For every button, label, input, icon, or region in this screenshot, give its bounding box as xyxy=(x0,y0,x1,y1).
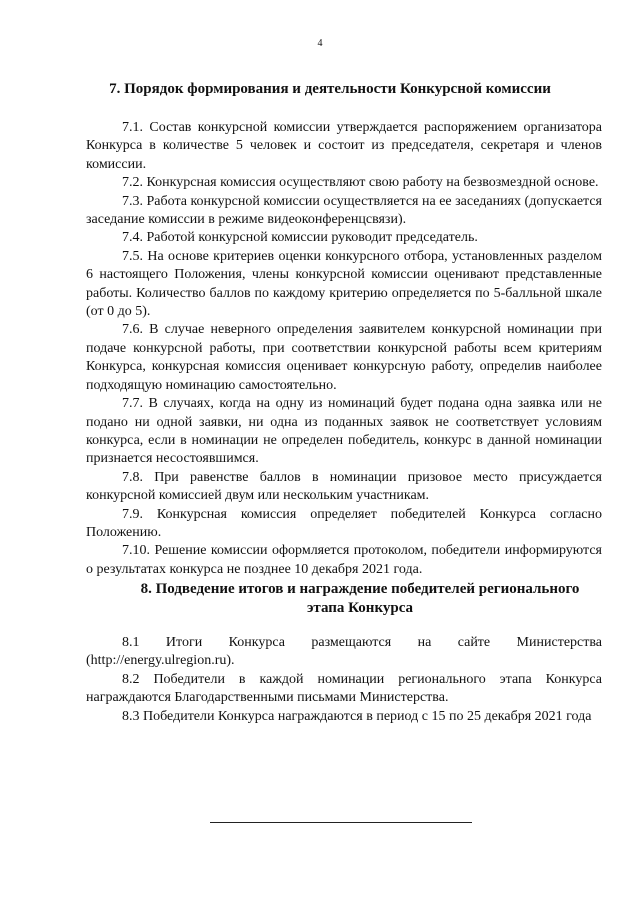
paragraph-7-7: 7.7. В случаях, когда на одну из номинаций будет подана одна заявка или не подано ни одной заявки, ни одна из поданных заявок не соответствует условиям конкурса, если в номинации не определен победитель, конкурс в данной номинации признается несостоявшимся. xyxy=(86,396,602,467)
paragraph-8-3: 8.3 Победители Конкурса награждаются в период с 15 по 25 декабря 2021 года xyxy=(122,708,592,724)
paragraph-7-4: 7.4. Работой конкурсной комиссии руководит председатель. xyxy=(122,230,478,246)
paragraph-7-8: 7.8. При равенстве баллов в номинации призовое место присуждается конкурсной комиссией двум или нескольким участникам. xyxy=(86,469,602,504)
paragraph-7-2: 7.2. Конкурсная комиссия осуществляют свою работу на безвозмездной основе. xyxy=(122,175,599,191)
section-8-title: 8. Подведение итогов и награждение победителей регионального этапа Конкурса xyxy=(140,581,580,616)
paragraph-7-5: 7.5. На основе критериев оценки конкурсного отбора, установленных разделом 6 настоящего Положения, члены конкурсной комиссии оценивают представленные работы. Количество баллов по каждому критерию определяется по 5-балльной шкале (от 0 до 5). xyxy=(86,248,602,320)
section-8-body xyxy=(86,634,602,726)
paragraph-7-10: 7.10. Решение комиссии оформляется протоколом, победители информируются о результатах конкурса не позднее 10 декабря 2021 года. xyxy=(86,543,602,577)
paragraph-7-3: 7.3. Работа конкурсной комиссии осуществляется на ее заседаниях (допускается заседание комиссии в режиме видеоконференцсвязи). xyxy=(86,193,602,228)
footer-divider xyxy=(210,822,472,823)
page-number: 4 xyxy=(317,38,323,49)
paragraph-8-2: 8.2 Победители в каждой номинации регионального этапа Конкурса награждаются Благодарственными письмами Министерства. xyxy=(86,671,602,706)
paragraph-7-6: 7.6. В случае неверного определения заявителем конкурсной номинации при подаче конкурсной работы, при соответствии конкурсной работы всем критериям Конкурса, конкурсная комиссия оценивает конкурсную работу, определив наиболее подходящую номинацию самостоятельно. xyxy=(86,322,602,393)
paragraph-7-9: 7.9. Конкурсная комиссия определяет победителей Конкурса согласно Положению. xyxy=(86,506,602,540)
section-7-title: 7. Порядок формирования и деятельности Конкурсной комиссии xyxy=(109,81,551,97)
paragraph-7-1: 7.1. Состав конкурсной комиссии утверждается распоряжением организатора Конкурса в количестве 5 человек и состоит из председателя, секретаря и членов комиссии. xyxy=(86,120,602,172)
section-7-body xyxy=(86,119,602,579)
paragraph-8-1: 8.1 Итоги Конкурса размещаются на сайте Министерства (http://energy.ulregion.ru). xyxy=(86,635,602,669)
